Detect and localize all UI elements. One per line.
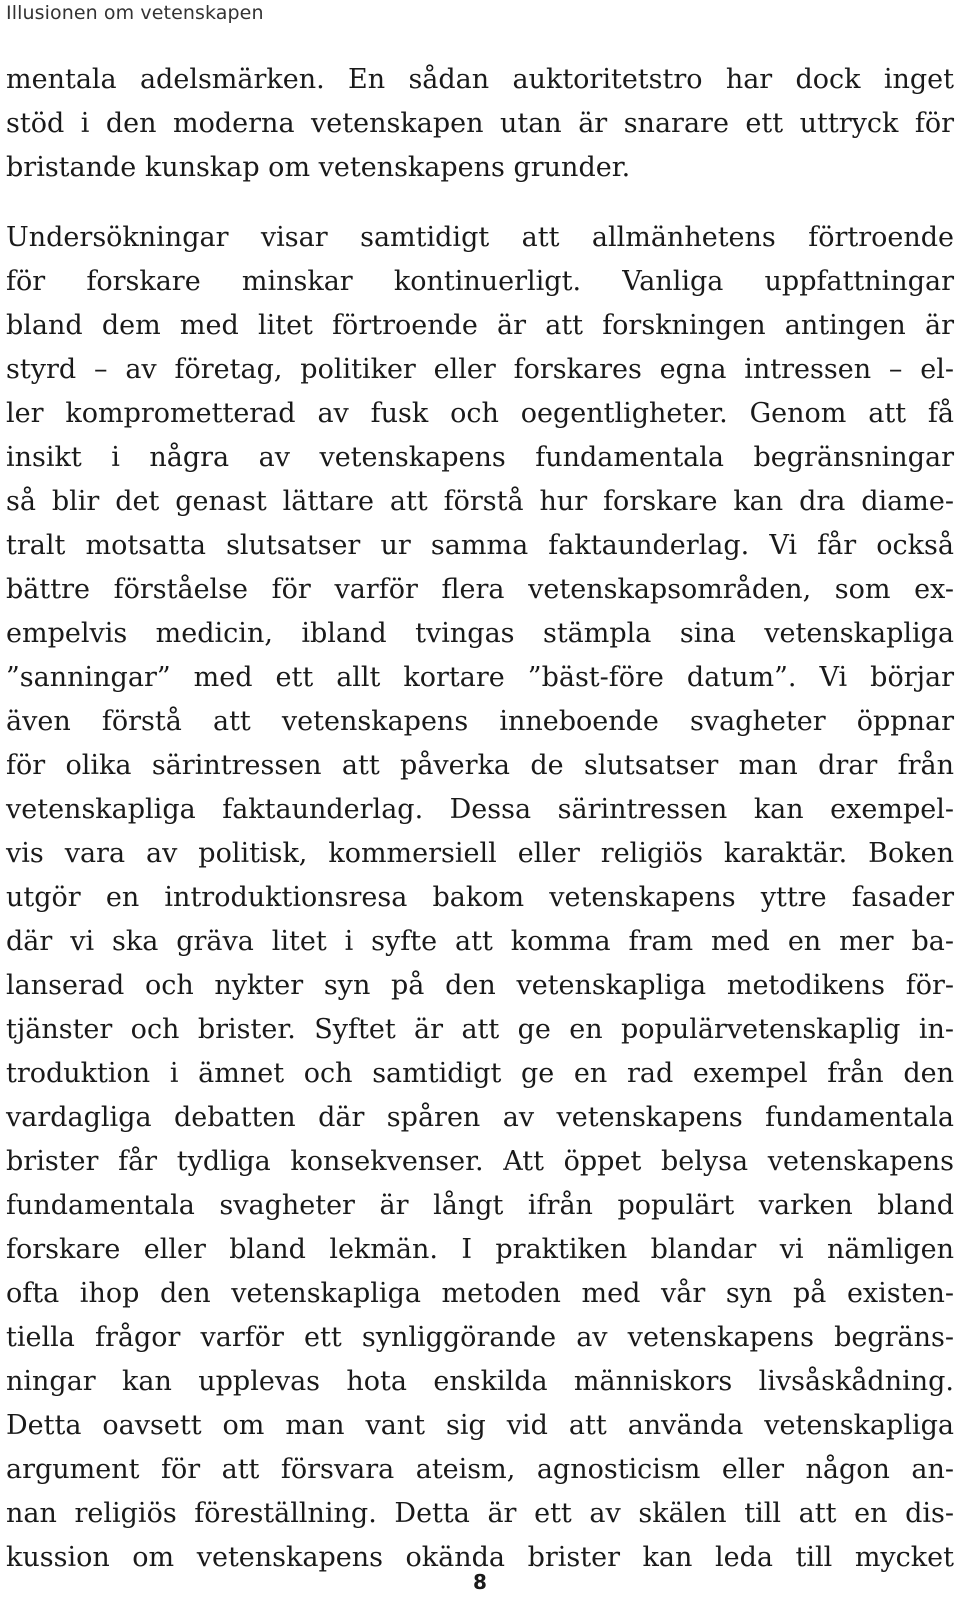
text-line: tjänster och brister. Syftet är att ge en populärvetenskaplig in- (6, 1014, 954, 1045)
text-line: utgör en introduktionsresa bakom vetenskapens yttre fasader (6, 882, 954, 913)
text-line: insikt i några av vetenskapens fundamentala begränsningar (6, 442, 954, 473)
text-line: bland dem med litet förtroende är att forskningen antingen är (6, 310, 954, 341)
text-line: ler komprometterad av fusk och oegentligheter. Genom att få (6, 398, 954, 429)
paragraph-1 (6, 58, 954, 190)
text-line: bristande kunskap om vetenskapens grunder. (6, 152, 631, 183)
text-line: stöd i den moderna vetenskapen utan är snarare ett uttryck för (6, 108, 954, 139)
text-line: vis vara av politisk, kommersiell eller religiös karaktär. Boken (6, 838, 954, 869)
paragraph-2 (6, 216, 954, 1580)
text-line: ningar kan upplevas hota enskilda människors livsåskådning. (6, 1366, 954, 1397)
text-line: mentala adelsmärken. En sådan auktoritetstro har dock inget (6, 64, 954, 95)
running-head: Illusionen om vetenskapen (6, 2, 264, 24)
text-line: forskare eller bland lekmän. I praktiken blandar vi nämligen (6, 1234, 954, 1265)
text-line: nan religiös föreställning. Detta är ett av skälen till att en dis- (6, 1498, 954, 1529)
text-line: ”sanningar” med ett allt kortare ”bäst-före datum”. Vi börjar (6, 662, 954, 693)
text-line: styrd – av företag, politiker eller forskares egna intressen – el- (6, 354, 954, 385)
text-line: tralt motsatta slutsatser ur samma faktaunderlag. Vi får också (6, 530, 954, 561)
text-line: för forskare minskar kontinuerligt. Vanliga uppfattningar (6, 266, 954, 297)
text-line: kussion om vetenskapens okända brister kan leda till mycket (6, 1542, 954, 1573)
text-line: Undersökningar visar samtidigt att allmänhetens förtroende (6, 222, 954, 253)
text-line: fundamentala svagheter är långt ifrån populärt varken bland (6, 1190, 954, 1221)
text-line: lanserad och nykter syn på den vetenskapliga metodikens för- (6, 970, 954, 1001)
text-line: Detta oavsett om man vant sig vid att använda vetenskapliga (6, 1410, 954, 1441)
text-line: brister får tydliga konsekvenser. Att öppet belysa vetenskapens (6, 1146, 954, 1177)
text-line: för olika särintressen att påverka de slutsatser man drar från (6, 750, 954, 781)
text-line: vardagliga debatten där spåren av vetenskapens fundamentala (6, 1102, 954, 1133)
text-line: även förstå att vetenskapens inneboende svagheter öppnar (6, 706, 954, 737)
paragraph-gap (6, 190, 954, 216)
text-line: troduktion i ämnet och samtidigt ge en rad exempel från den (6, 1058, 954, 1089)
text-line: vetenskapliga faktaunderlag. Dessa särintressen kan exempel- (6, 794, 954, 825)
text-line: bättre förståelse för varför flera vetenskapsområden, som ex- (6, 574, 954, 605)
page-number: 8 (473, 1570, 487, 1594)
text-line: argument för att försvara ateism, agnosticism eller någon an- (6, 1454, 954, 1485)
text-line: tiella frågor varför ett synliggörande av vetenskapens begräns- (6, 1322, 954, 1353)
text-line: där vi ska gräva litet i syfte att komma fram med en mer ba- (6, 926, 954, 957)
text-line: så blir det genast lättare att förstå hur forskare kan dra diame- (6, 486, 954, 517)
text-line: ofta ihop den vetenskapliga metoden med vår syn på existen- (6, 1278, 954, 1309)
text-line: empelvis medicin, ibland tvingas stämpla sina vetenskapliga (6, 618, 954, 649)
body-text (6, 58, 954, 1580)
